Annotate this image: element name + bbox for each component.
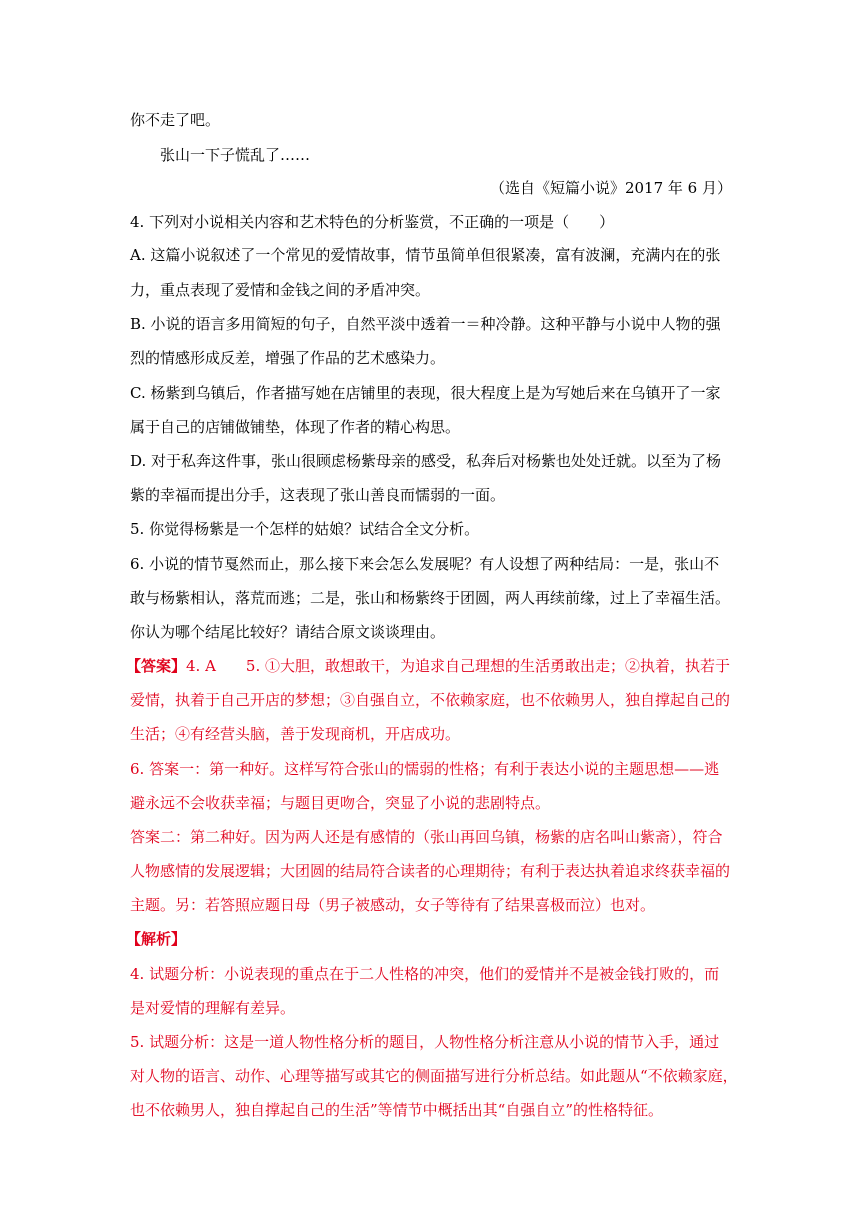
story-source: （选自《短篇小说》2017 年 6 月） — [489, 179, 732, 197]
answer-text: 4. A 5. ①大胆，敢想敢干，为追求自己理想的生活勇敢出走；②执着，执若于 — [186, 657, 731, 675]
analysis-label: 【解析】 — [126, 930, 187, 948]
answer-two-line: 答案二：第二种好。因为两人还是有感情的（张山再回乌镇，杨紫的店名叫山紫斋），符合 — [130, 828, 723, 846]
option-c-line: 属于自己的店铺做铺垫，体现了作者的精心构思。 — [130, 418, 461, 436]
option-d-line: 紫的幸福而提出分手，这表现了张山善良而懦弱的一面。 — [130, 486, 506, 504]
answer-two-line: 主题。另：若答照应题日母（男子被感动，女子等待有了结果喜极而泣）也对。 — [130, 896, 656, 914]
answer-line: 生活；④有经营头脑，善于发现商机，开店成功。 — [130, 725, 461, 743]
answer-two-line: 人物感情的发展逻辑；大团圆的结局符合读者的心理期待；有利于表达执着追求终获幸福的 — [130, 862, 731, 880]
option-b-line: 烈的情感形成反差，增强了作品的艺术感染力。 — [130, 349, 446, 367]
answer-line — [126, 656, 730, 676]
question-6-line: 你认为哪个结尾比较好？请结合原文谈谈理由。 — [130, 623, 446, 641]
answer-six-line: 避永远不会收获幸福；与题目更吻合，突显了小说的悲剧特点。 — [130, 794, 551, 812]
option-a-line: 力，重点表现了爱情和金钱之间的矛盾冲突。 — [130, 281, 431, 299]
option-b-line: B. 小说的语言多用简短的句子，自然平淡中透着一＝种冷静。这种平静与小说中人物的强 — [130, 315, 721, 333]
option-d-line: D. 对于私奔这件事，张山很顾虑杨紫母亲的感受，私奔后对杨紫也处处迁就。以至为了杨 — [130, 452, 722, 470]
question-6-line: 6. 小说的情节戛然而止，那么接下来会怎么发展呢？有人设想了两种结局：一是，张山不 — [130, 555, 720, 573]
question-5: 5. 你觉得杨紫是一个怎样的姑娘？试结合全文分析。 — [130, 520, 480, 538]
analysis-five-line: 对人物的语言、动作、心理等描写或其它的侧面描写进行分析总结。如此题从“不依赖家庭， — [130, 1067, 738, 1085]
option-a-line: A. 这篇小说叙述了一个常见的爱情故事，情节虽简单但很紧凑，富有波澜，充满内在的张 — [130, 246, 721, 264]
analysis-five-line: 也不依赖男人，独自撑起自己的生活”等情节中概括出其“自强自立”的性格特征。 — [130, 1101, 664, 1119]
answer-line: 爱情，执着于自己开店的梦想；③自强自立，不依赖家庭，也不依赖男人，独自撑起自己的 — [130, 691, 731, 709]
option-c-line: C. 杨紫到乌镇后，作者描写她在店铺里的表现，很大程度上是为写她后来在乌镇开了一家 — [130, 384, 721, 402]
analysis-four-line: 是对爱情的理解有差异。 — [130, 999, 296, 1017]
question-6-line: 敢与杨紫相认，落荒而逃；二是，张山和杨紫终于团圆，两人再续前缘，过上了幸福生活。 — [130, 589, 731, 607]
analysis-four-line: 4. 试题分析：小说表现的重点在于二人性格的冲突，他们的爱情并不是被金钱打败的，而 — [130, 965, 720, 983]
story-line: 你不走了吧。 — [130, 111, 221, 129]
analysis-five-line: 5. 试题分析：这是一道人物性格分析的题目，人物性格分析注意从小说的情节入手，通过 — [130, 1033, 720, 1051]
answer-six-line: 6. 答案一：第一种好。这样写符合张山的懦弱的性格；有利于表达小说的主题思想——逃 — [130, 760, 720, 778]
answer-label: 【答案】 — [126, 657, 187, 675]
story-line: 张山一下子慌乱了…… — [160, 146, 311, 164]
question-4-stem: 4. 下列对小说相关内容和艺术特色的分析鉴赏，不正确的一项是（ ） — [130, 213, 615, 231]
